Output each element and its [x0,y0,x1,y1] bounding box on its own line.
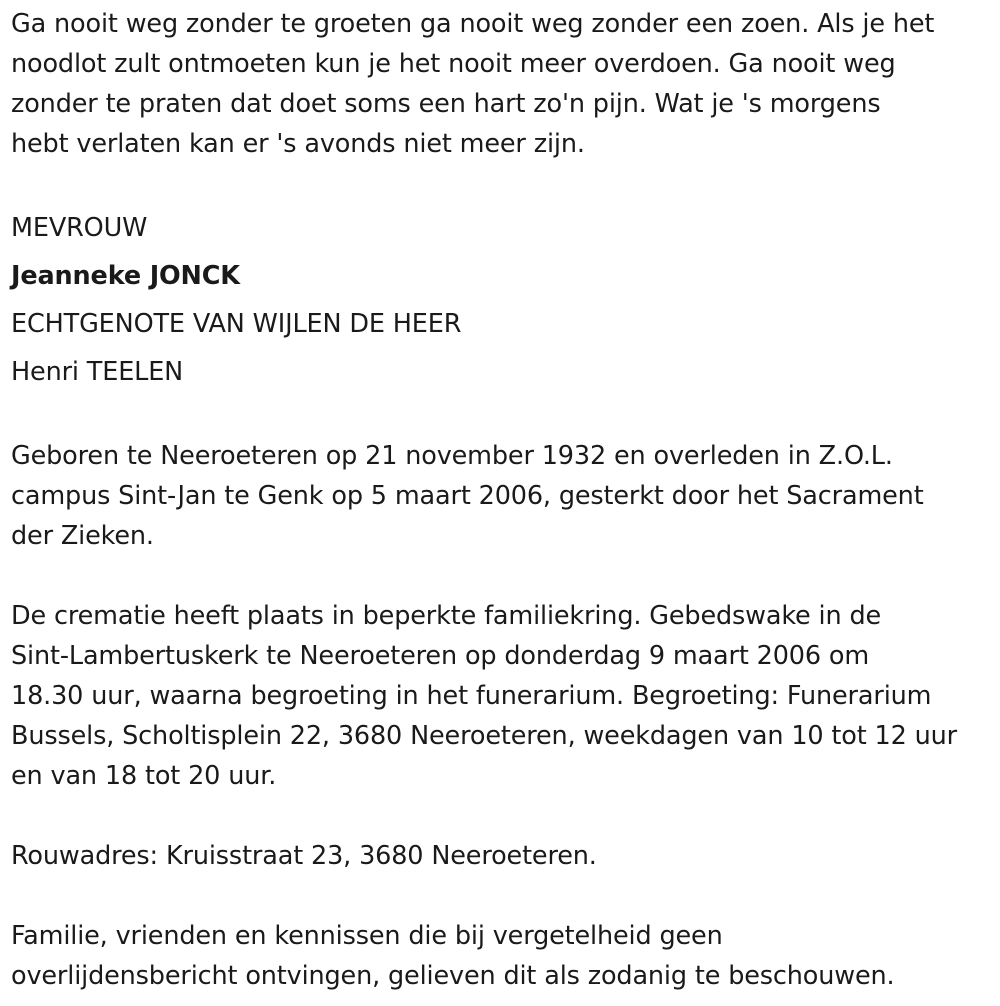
birth-death-line: der Zieken. [11,521,154,551]
poem-line: zonder te praten dat doet soms een hart zo'n pijn. Wat je 's morgens [11,89,881,119]
ceremony-line: Sint-Lambertuskerk te Neeroeteren op donderdag 9 maart 2006 om [11,641,870,671]
spacer [11,556,988,596]
birth-death-line: campus Sint-Jan te Genk op 5 maart 2006, gesterkt door het Sacrament [11,481,924,511]
deceased-title: MEVROUW [11,213,148,243]
poem-line: hebt verlaten kan er 's avonds niet meer zijn. [11,129,585,159]
ceremony-line: Bussels, Scholtisplein 22, 3680 Neeroeteren, weekdagen van 10 tot 12 uur [11,721,957,751]
closing-line: Familie, vrienden en kennissen die bij vergetelheid geen [11,921,723,951]
poem-line: Ga nooit weg zonder te groeten ga nooit weg zonder een zoen. Als je het [11,9,935,39]
spouse-name: Henri TEELEN [11,357,184,387]
spacer [11,796,988,836]
ceremony-line: en van 18 tot 20 uur. [11,761,277,791]
deceased-relation: ECHTGENOTE VAN WIJLEN DE HEER [11,309,462,339]
closing-line: overlijdensbericht ontvingen, gelieven dit als zodanig te beschouwen. [11,961,895,991]
closing-paragraph [11,916,988,996]
deceased-block [11,204,988,396]
ceremony-line: 18.30 uur, waarna begroeting in het funerarium. Begroeting: Funerarium [11,681,932,711]
spacer [11,164,988,204]
birth-death-line: Geboren te Neeroeteren op 21 november 1932 en overleden in Z.O.L. [11,441,893,471]
deceased-name: Jeanneke JONCK [11,261,240,291]
poem-paragraph [11,4,988,164]
birth-death-paragraph [11,436,988,556]
spacer [11,876,988,916]
spacer [11,396,988,436]
ceremony-line: De crematie heeft plaats in beperkte familiekring. Gebedswake in de [11,601,882,631]
address-line: Rouwadres: Kruisstraat 23, 3680 Neeroeteren. [11,841,597,871]
poem-line: noodlot zult ontmoeten kun je het nooit meer overdoen. Ga nooit weg [11,49,896,79]
ceremony-paragraph [11,596,988,796]
address-paragraph [11,836,988,876]
